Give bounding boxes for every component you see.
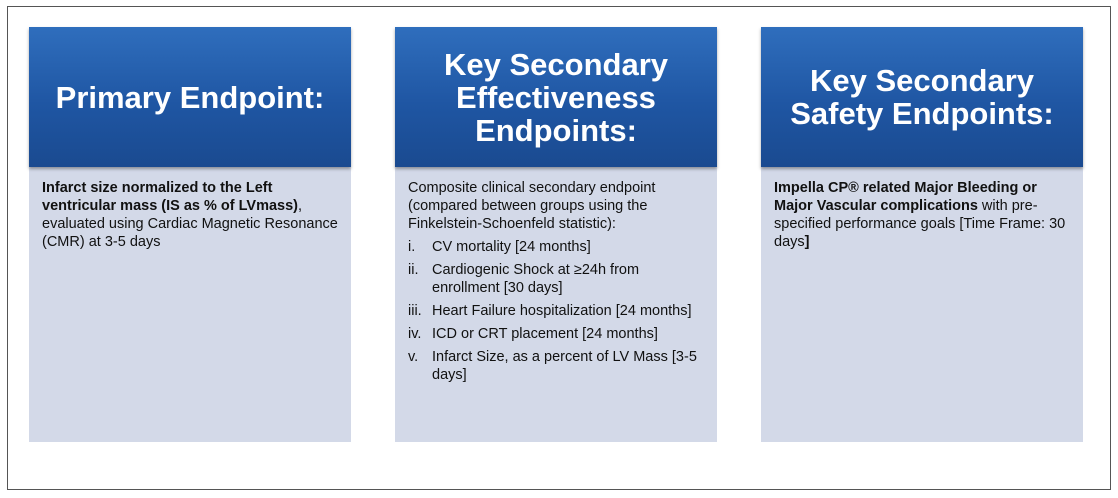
list-item <box>408 302 705 320</box>
list-item-text: ICD or CRT placement [24 months] <box>432 326 658 342</box>
list-item <box>408 325 705 343</box>
list-item-text: Infarct Size, as a percent of LV Mass [3-5 days] <box>432 349 697 383</box>
list-item-number: i. <box>408 239 416 255</box>
safety-endpoint-bold-text: Impella CP® related Major Bleeding or Major Vascular complications <box>774 180 1037 214</box>
list-item <box>408 348 705 384</box>
effectiveness-list <box>408 238 705 384</box>
list-item-number: iv. <box>408 326 422 342</box>
primary-endpoint-text: , evaluated using Cardiac Magnetic Resonance (CMR) at 3-5 days <box>42 198 338 250</box>
safety-endpoint-text: with pre-specified performance goals [Time Frame: 30 days <box>774 198 1066 250</box>
list-item <box>408 261 705 297</box>
list-item-text: Heart Failure hospitalization [24 months] <box>432 303 692 319</box>
primary-endpoint-body <box>29 167 351 442</box>
list-item-number: ii. <box>408 262 419 278</box>
safety-endpoint-bracket: ] <box>804 234 810 250</box>
safety-endpoints-body <box>761 167 1083 442</box>
safety-endpoints-header <box>761 27 1083 167</box>
safety-endpoints-title: Key Secondary Safety Endpoints: <box>790 63 1054 131</box>
primary-endpoint-header <box>29 27 351 167</box>
effectiveness-endpoints-title: Key Secondary Effectiveness Endpoints: <box>444 46 668 148</box>
list-item-number: v. <box>408 349 419 365</box>
effectiveness-endpoints-header <box>395 27 717 167</box>
list-item-text: Cardiogenic Shock at ≥24h from enrollment [30 days] <box>432 262 640 296</box>
effectiveness-intro: Composite clinical secondary endpoint (compared between groups using the Finkelstein-Schoenfeld statistic): <box>408 180 656 232</box>
primary-endpoint-panel <box>29 27 351 442</box>
primary-endpoint-title: Primary Endpoint: <box>55 79 325 115</box>
safety-endpoints-panel <box>761 27 1083 442</box>
effectiveness-endpoints-panel <box>395 27 717 442</box>
list-item-text: CV mortality [24 months] <box>432 239 591 255</box>
list-item <box>408 238 705 256</box>
list-item-number: iii. <box>408 303 422 319</box>
effectiveness-endpoints-body <box>395 167 717 442</box>
figure-frame <box>7 6 1111 490</box>
primary-endpoint-bold-text: Infarct size normalized to the Left ventricular mass (IS as % of LVmass) <box>42 180 299 214</box>
